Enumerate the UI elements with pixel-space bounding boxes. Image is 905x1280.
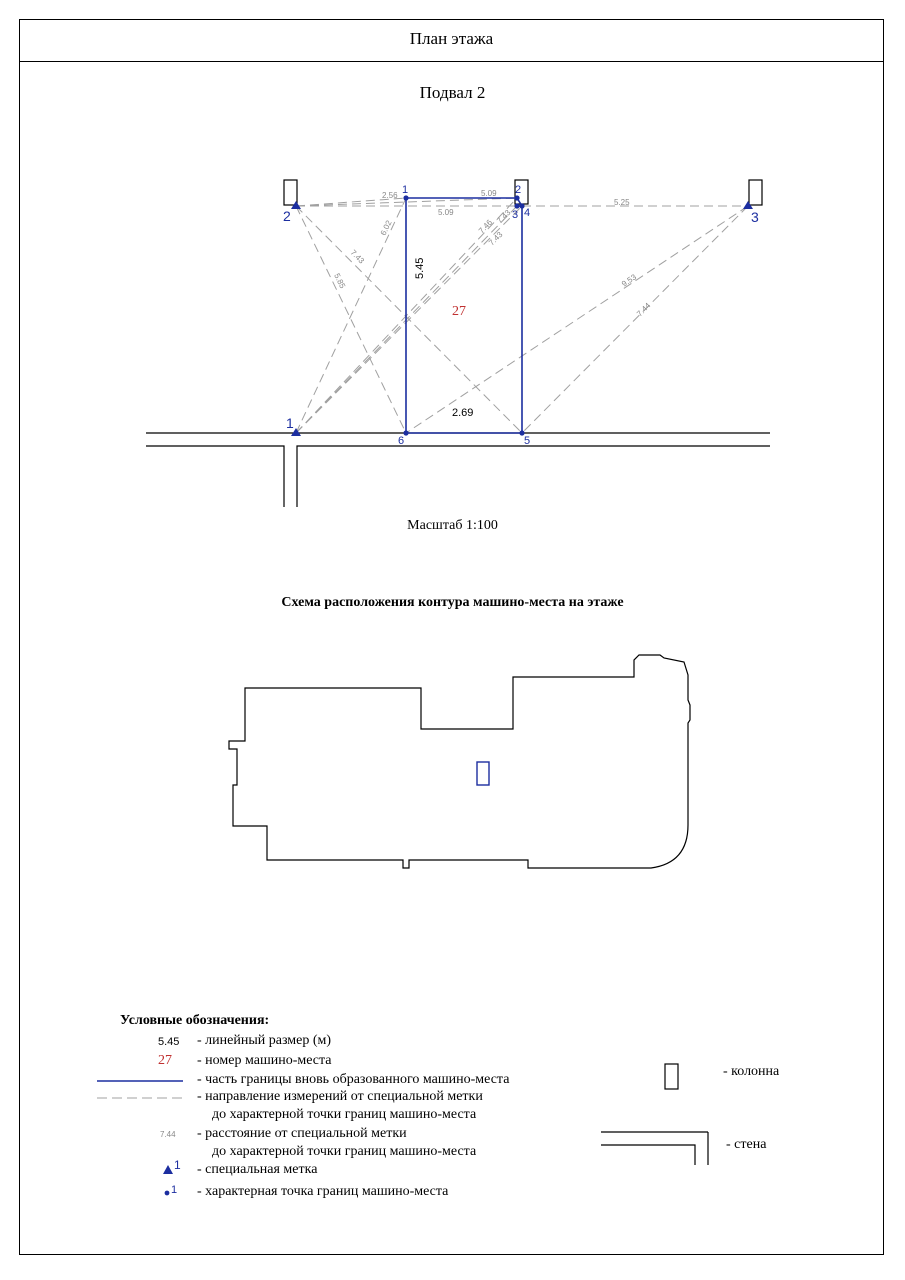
legend-special-mark-icon (163, 1165, 173, 1174)
legend-column-text: - колонна (723, 1064, 780, 1079)
distance-label: 6.02 (378, 218, 394, 237)
floor-outline (229, 655, 690, 868)
distance-label: 5.09 (481, 189, 497, 198)
point-label: 2 (515, 184, 522, 196)
legend-wall-icon (601, 1132, 708, 1165)
legend-item-text: - расстояние от специальной метки (197, 1126, 407, 1141)
legend-item-text: до характерной точки границ машино-места (212, 1107, 477, 1122)
distance-label: 7.46 (476, 217, 495, 236)
special-mark-label: 2 (283, 208, 291, 224)
column-left (284, 180, 297, 205)
distance-label: 7.43 (487, 230, 505, 248)
legend-wall-text: - стена (726, 1137, 767, 1152)
floor-subtitle: Подвал 2 (419, 83, 486, 102)
boundary-point (403, 430, 408, 435)
point-label: 5 (524, 435, 531, 447)
legend-title: Условные обозначения: (120, 1013, 270, 1028)
boundary-point (514, 195, 519, 200)
distance-label: 7.43 (348, 248, 366, 266)
legend-column-icon (665, 1064, 678, 1089)
legend-dimension-sample: 5.45 (158, 1036, 180, 1048)
legend-item-text: - направление измерений от специальной метки (197, 1089, 483, 1104)
dimension-width: 2.69 (452, 407, 474, 419)
legend-space-number-sample: 27 (158, 1053, 172, 1068)
legend-item-text: - часть границы вновь образованного машино-места (197, 1072, 510, 1087)
distance-label: 7.43 (495, 208, 513, 226)
dimension-height: 5.45 (414, 257, 426, 279)
point-label: 6 (398, 435, 405, 447)
legend-item-text: до характерной точки границ машино-места (212, 1144, 477, 1159)
legend-item-text: - номер машино-места (197, 1053, 332, 1068)
walls (146, 433, 770, 507)
boundary-point (514, 203, 519, 208)
special-mark-label: 3 (751, 209, 759, 225)
special-mark-label: 1 (286, 415, 294, 431)
distance-label: 5.25 (614, 198, 630, 207)
point-label: 1 (402, 184, 409, 196)
parking-space-number: 27 (452, 304, 466, 319)
point-label: 3 (512, 209, 519, 221)
column-right (749, 180, 762, 205)
legend-item-text: - характерная точка границ машино-места (197, 1184, 449, 1199)
distance-label: 7.44 (635, 301, 653, 319)
legend-point-icon (165, 1191, 170, 1196)
distance-label: 9.53 (620, 272, 639, 289)
page-title: План этажа (409, 29, 494, 48)
scheme-title: Схема расположения контура машино-места на этаже (281, 595, 624, 610)
parking-space-location (477, 762, 489, 785)
scale-label: Масштаб 1:100 (407, 518, 498, 533)
boundary-point (403, 195, 408, 200)
distance-label: 2.56 (382, 191, 398, 200)
legend-item-text: - специальная метка (197, 1162, 318, 1177)
legend-special-mark-number: 1 (174, 1158, 181, 1172)
legend-point-number: 1 (171, 1184, 178, 1196)
legend-distance-sample: 7.44 (160, 1130, 176, 1139)
distance-label: 5.09 (438, 208, 454, 217)
distance-label: 5.85 (332, 271, 348, 290)
legend-item-text: - линейный размер (м) (197, 1033, 332, 1048)
point-label: 4 (524, 207, 531, 219)
